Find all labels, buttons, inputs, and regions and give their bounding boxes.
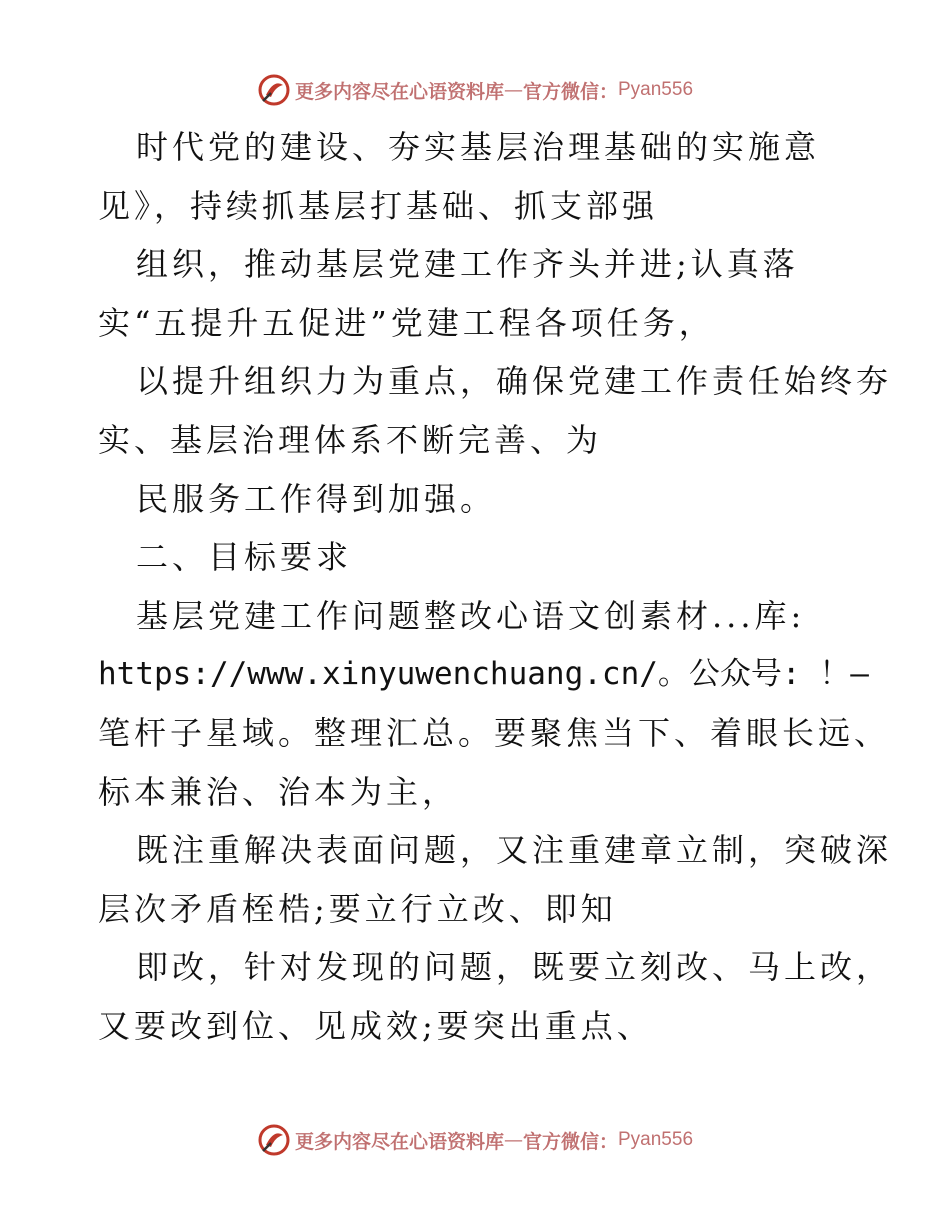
text-line: 既注重解决表面问题，又注重建章立制，突破深 — [136, 831, 893, 870]
text-line: 即改，针对发现的问题，既要立刻改、马上改， — [136, 948, 893, 987]
text-line: 实、基层治理体系不断完善、为 — [98, 420, 603, 459]
text-line: 时代党的建设、夯实基层治理基础的实施意 — [136, 128, 821, 166]
header-wechat-label: 官方微信： — [522, 80, 618, 103]
footer-separator: — — [503, 1129, 523, 1151]
header-title: 更多内容尽在心语资料库 — [294, 80, 504, 103]
text-line: 见》，持续抓基层打基础、抓支部强 — [98, 186, 659, 225]
footer-wechat-label: 官方微信： — [522, 1130, 618, 1153]
text-line: 组织，推动基层党建工作齐头并进;认真落 — [136, 245, 799, 284]
footer-wechat-id: Pyan556 — [618, 1129, 694, 1150]
text-line: 基层党建工作问题整改心语文创素材...库: — [136, 596, 806, 635]
logo-icon — [257, 1123, 291, 1157]
text-line: 笔杆子星域。整理汇总。要聚焦当下、着眼长远、 — [98, 713, 891, 752]
section-heading: 二、目标要求 — [136, 538, 353, 577]
logo-icon — [257, 73, 291, 107]
header-banner — [0, 70, 950, 110]
footer-banner — [0, 1120, 950, 1160]
text-line: 层次矛盾桎梏;要立行立改、即知 — [98, 889, 617, 928]
document-body — [98, 118, 893, 1056]
header-separator: — — [503, 79, 523, 101]
text-line: 民服务工作得到加强。 — [136, 479, 497, 518]
text-line: 实“五提升五促进”党建工程各项任务， — [98, 303, 715, 342]
header-wechat-id: Pyan556 — [618, 79, 694, 100]
footer-title: 更多内容尽在心语资料库 — [294, 1130, 504, 1153]
text-line: 标本兼治、治本为主， — [98, 772, 459, 811]
text-line: 以提升组织力为重点，确保党建工作责任始终夯 — [136, 362, 893, 401]
text-line-url: https://www.xinyuwenchuang.cn/。公众号: ！— — [98, 656, 869, 693]
text-line: 又要改到位、见成效;要突出重点、 — [98, 1006, 653, 1045]
